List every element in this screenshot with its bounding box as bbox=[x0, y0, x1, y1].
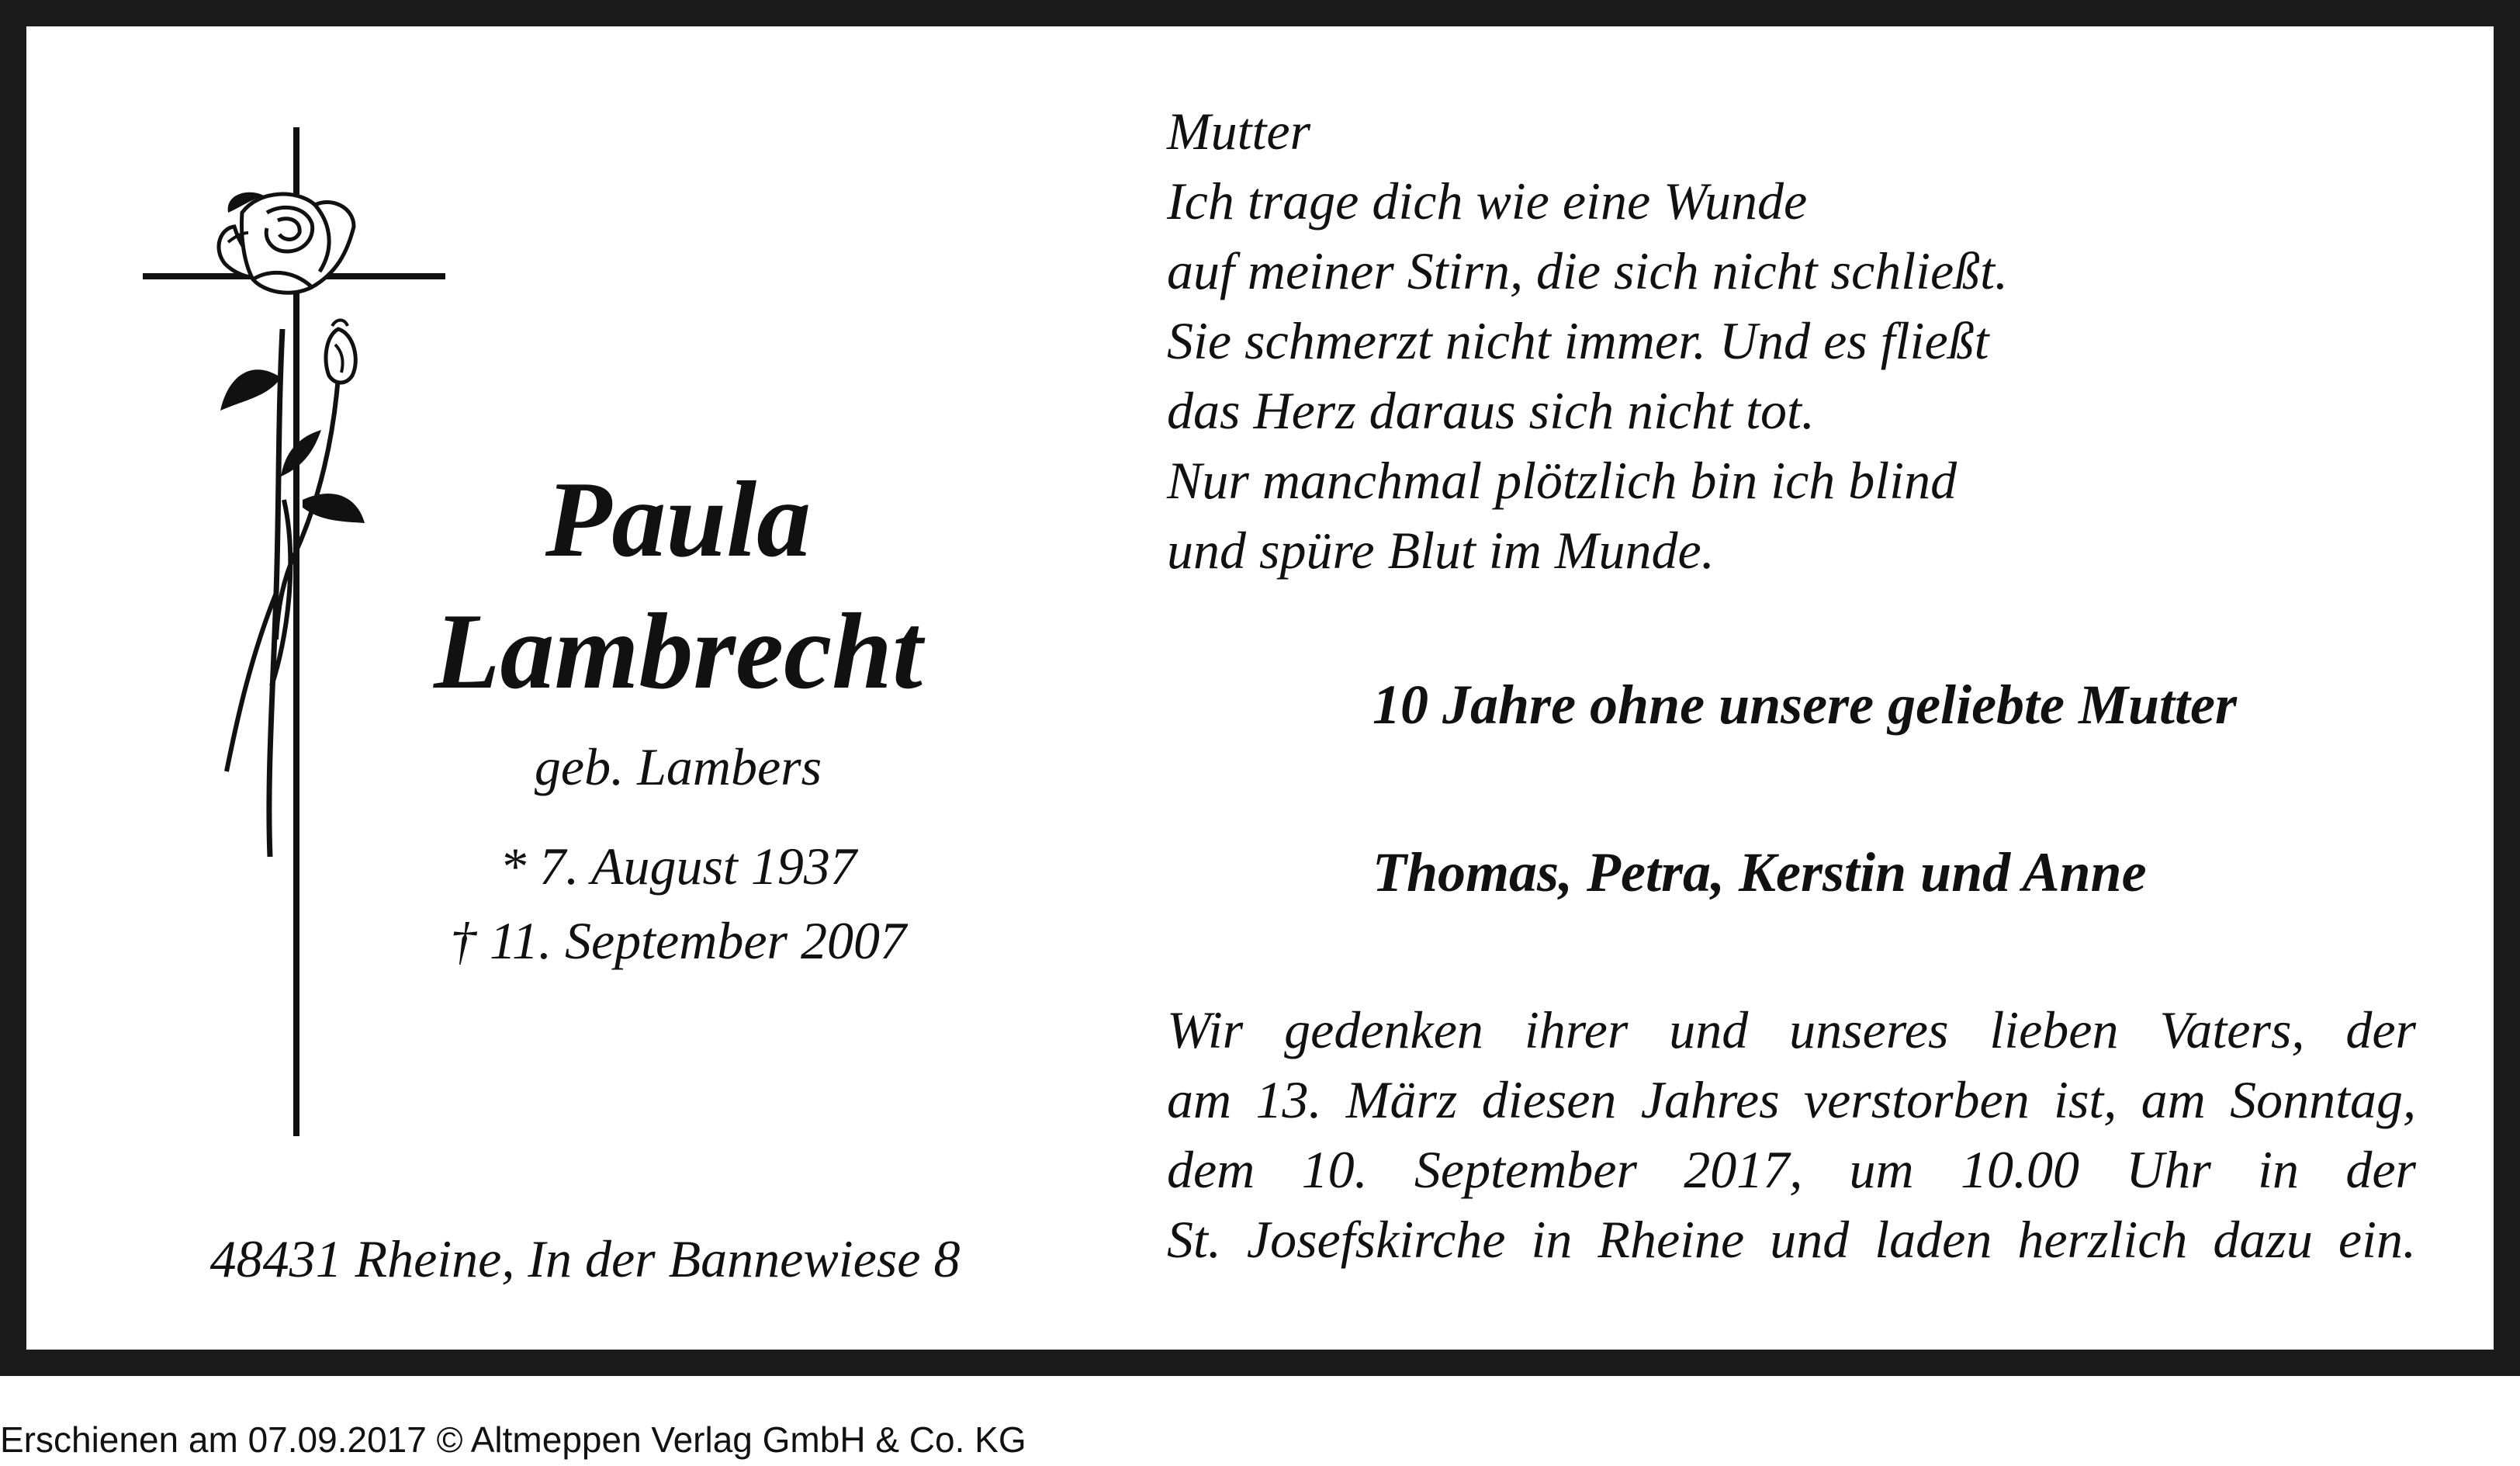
memorial-line: am 13. März diesen Jahres verstorben ist, am Sonntag, bbox=[1167, 1070, 2416, 1129]
poem-line: Sie schmerzt nicht immer. Und es fließt bbox=[1167, 311, 1989, 370]
family-names: Thomas, Petra, Kerstin und Anne bbox=[1372, 841, 2147, 903]
publication-footer: Erschienen am 07.09.2017 © Altmeppen Verlag GmbH & Co. KG bbox=[0, 1419, 1026, 1460]
anniversary-heading: 10 Jahre ohne unsere geliebte Mutter bbox=[1372, 674, 2238, 736]
poem-line: Nur manchmal plötzlich bin ich blind bbox=[1167, 451, 1958, 510]
death-date: † 11. September 2007 bbox=[450, 911, 906, 970]
poem-line: Mutter bbox=[1167, 102, 1311, 161]
poem-line: Ich trage dich wie eine Wunde bbox=[1167, 172, 1808, 230]
memorial-line: St. Josefskirche in Rheine und laden herzlich dazu ein. bbox=[1167, 1210, 2416, 1269]
maiden-name: geb. Lambers bbox=[534, 737, 822, 796]
memorial-line: Wir gedenken ihrer und unseres lieben Vaters, der bbox=[1167, 1000, 2416, 1059]
deceased-last-name: Lambrecht bbox=[434, 591, 922, 712]
poem-line: auf meiner Stirn, die sich nicht schließt. bbox=[1167, 241, 2009, 300]
deceased-first-name: Paula bbox=[545, 459, 812, 580]
memorial-line: dem 10. September 2017, um 10.00 Uhr in der bbox=[1167, 1140, 2416, 1199]
poem bbox=[1167, 96, 2008, 585]
memorial-text bbox=[1167, 995, 2416, 1274]
poem-line: das Herz daraus sich nicht tot. bbox=[1167, 381, 1815, 440]
obituary-card bbox=[26, 26, 2494, 1350]
birth-date: * 7. August 1937 bbox=[500, 837, 857, 896]
address: 48431 Rheine, In der Bannewiese 8 bbox=[209, 1229, 961, 1288]
poem-line: und spüre Blut im Munde. bbox=[1167, 521, 1715, 580]
